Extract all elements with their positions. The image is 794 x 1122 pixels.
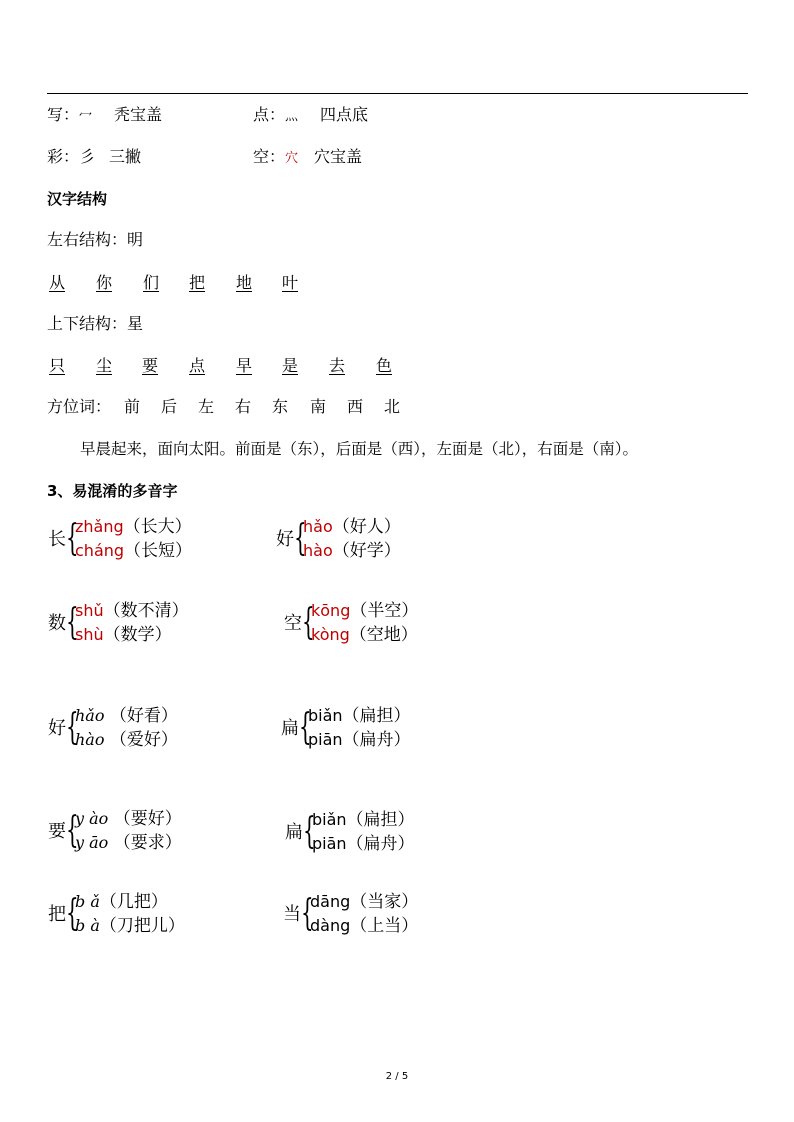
pinyin: b à — [75, 916, 100, 935]
polyphone-char: 好 — [48, 718, 66, 739]
word: （好看） — [109, 706, 178, 726]
direction-word: 后 — [161, 397, 178, 416]
direction-word: 西 — [347, 397, 364, 416]
direction-word: 北 — [384, 397, 401, 416]
radical-name: 穴宝盖 — [314, 147, 363, 166]
pinyin: hào — [75, 730, 105, 749]
pinyin: shǔ — [75, 601, 104, 620]
word: （数不清） — [103, 601, 189, 621]
word: （半空） — [350, 601, 419, 621]
brace: { — [66, 810, 79, 851]
char: 是 — [282, 356, 299, 375]
word: （扁担） — [342, 706, 411, 726]
pinyin: cháng — [75, 541, 125, 560]
radical-row-1 — [47, 104, 162, 128]
polyphone-char: 长 — [48, 529, 66, 550]
polyphone-char: 扁 — [281, 718, 299, 739]
word: （好学） — [332, 541, 401, 561]
radical-symbol: 彡 — [79, 147, 96, 166]
left-right-chars — [0, 272, 794, 294]
direction-label: 方位词： — [47, 397, 112, 416]
word: （好人） — [332, 517, 401, 537]
word: （要好） — [113, 809, 182, 829]
polyphone-char: 数 — [48, 613, 66, 634]
radical-label: 彩： — [47, 147, 80, 166]
char: 只 — [49, 356, 66, 375]
radical-name: 三撇 — [109, 147, 142, 166]
char: 地 — [236, 273, 253, 292]
polyphone-char: 当 — [283, 904, 301, 925]
char: 点 — [189, 356, 206, 375]
word: （几把） — [99, 892, 168, 912]
char: 尘 — [96, 356, 113, 375]
direction-word: 前 — [124, 397, 141, 416]
word: （当家） — [350, 892, 419, 912]
radical-label: 空： — [253, 147, 286, 166]
radical-symbol: 冖 — [79, 109, 93, 124]
radical-row-2 — [253, 104, 368, 128]
radical-name: 四点底 — [320, 105, 369, 124]
pinyin: y ào — [75, 809, 109, 828]
direction-word: 南 — [310, 397, 327, 416]
top-bottom-label: 上下结构：星 — [47, 314, 144, 333]
pinyin: b ǎ — [75, 892, 100, 911]
pinyin: dàng — [310, 916, 351, 935]
radical-symbol: 穴 — [285, 151, 299, 166]
radical-symbol: 灬 — [285, 109, 299, 124]
word: （扁舟） — [346, 834, 415, 854]
char: 叶 — [282, 273, 299, 292]
brace: { — [66, 707, 79, 748]
radical-label: 点： — [253, 105, 286, 124]
radical-row-4 — [253, 146, 362, 170]
pinyin: y āo — [75, 833, 109, 852]
char: 要 — [142, 356, 159, 375]
top-bottom-chars — [0, 355, 794, 377]
polyphone-char: 把 — [48, 904, 66, 925]
polyphone-char: 要 — [48, 821, 66, 842]
word: （刀把儿） — [99, 916, 185, 936]
radical-row-3 — [47, 146, 141, 168]
direction-row — [0, 396, 794, 418]
char: 你 — [96, 273, 113, 292]
pinyin: biǎn — [308, 706, 343, 725]
radical-name: 秃宝盖 — [114, 105, 163, 124]
polyphone-char: 好 — [276, 529, 294, 550]
pinyin: kòng — [311, 625, 350, 644]
word: （爱好） — [109, 730, 178, 750]
polyphone-heading: 3、易混淆的多音字 — [47, 482, 178, 500]
pinyin: hǎo — [75, 706, 105, 725]
brace: { — [66, 518, 79, 559]
top-rule — [47, 93, 748, 94]
pinyin: zhǎng — [75, 517, 124, 536]
char: 把 — [189, 273, 206, 292]
pinyin: kōng — [311, 601, 351, 620]
pinyin: dāng — [310, 892, 351, 911]
pinyin: biǎn — [312, 810, 347, 829]
brace: { — [302, 602, 315, 643]
char: 去 — [329, 356, 346, 375]
polyphone-char: 空 — [284, 613, 302, 634]
char: 色 — [376, 356, 393, 375]
radical-label: 写： — [47, 105, 80, 124]
direction-word: 右 — [235, 397, 252, 416]
pinyin: piān — [312, 834, 347, 853]
char: 们 — [143, 273, 160, 292]
brace: { — [301, 893, 314, 934]
direction-word: 东 — [272, 397, 289, 416]
structure-heading: 汉字结构 — [47, 190, 108, 208]
brace: { — [303, 811, 316, 852]
polyphone-char: 扁 — [285, 822, 303, 843]
word: （上当） — [350, 916, 419, 936]
word: （数学） — [103, 625, 172, 645]
word: （空地） — [349, 625, 418, 645]
pinyin: hǎo — [303, 517, 333, 536]
word: （要求） — [113, 833, 182, 853]
pinyin: hào — [303, 541, 333, 560]
brace: { — [66, 893, 79, 934]
direction-sentence: 早晨起来，面向太阳。前面是（东），后面是（西），左面是（北），右面是（南）。 — [80, 440, 639, 458]
brace: { — [66, 602, 79, 643]
brace: { — [294, 518, 307, 559]
word: （长短） — [124, 541, 193, 561]
char: 从 — [49, 273, 66, 292]
word: （长大） — [123, 517, 192, 537]
direction-word: 左 — [198, 397, 215, 416]
pinyin: shù — [75, 625, 104, 644]
pinyin: piān — [308, 730, 343, 749]
word: （扁舟） — [342, 730, 411, 750]
left-right-label: 左右结构：明 — [47, 230, 144, 249]
page-number: 2 / 5 — [385, 1071, 409, 1082]
brace: { — [299, 707, 312, 748]
char: 早 — [236, 356, 253, 375]
word: （扁担） — [346, 810, 415, 830]
